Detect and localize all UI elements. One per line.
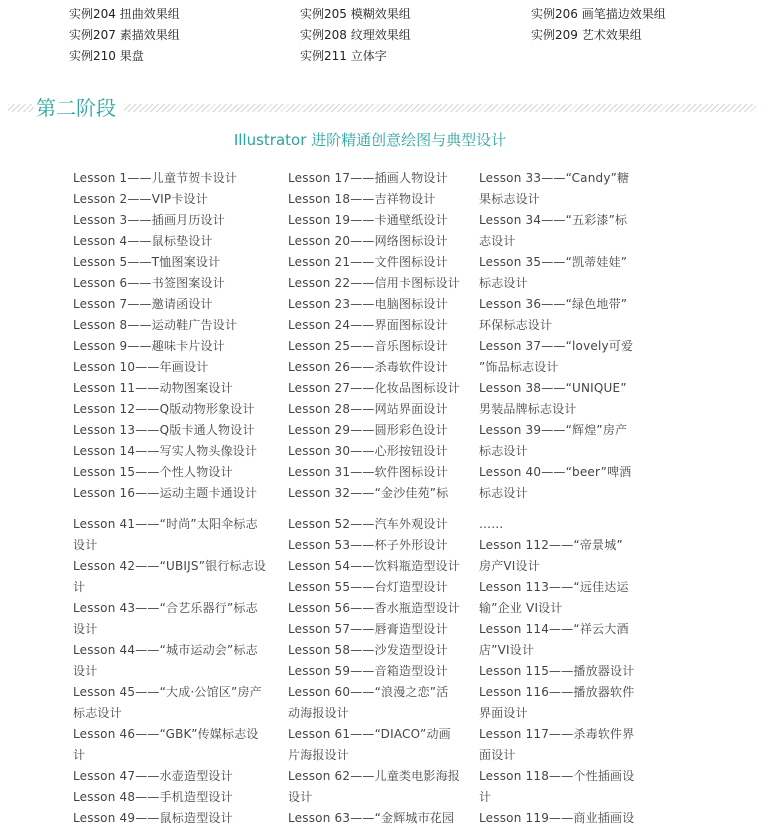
- lessons-block1-col3: [479, 168, 633, 504]
- lesson-line: Lesson 36——“绿色地带”: [479, 297, 628, 311]
- lesson-line: Lesson 40——“beer”啤酒: [479, 465, 632, 479]
- lesson-line: Lesson 114——“祥云大酒: [479, 622, 629, 636]
- lesson-line: Lesson 11——动物图案设计: [73, 381, 233, 395]
- lesson-line: Lesson 62——儿童类电影海报: [288, 769, 460, 783]
- lesson-line: Lesson 6——书签图案设计: [73, 276, 225, 290]
- stage-divider-left: [8, 104, 34, 112]
- lesson-line: 标志设计: [479, 486, 528, 500]
- lesson-line: Lesson 27——化妆品图标设计: [288, 381, 460, 395]
- example-item: 实例210 果盘: [69, 49, 144, 63]
- lesson-line: Lesson 47——水壶造型设计: [73, 769, 233, 783]
- lesson-line: 标志设计: [479, 276, 528, 290]
- example-item: 实例209 艺术效果组: [531, 28, 642, 42]
- lesson-line: Lesson 28——网站界面设计: [288, 402, 448, 416]
- lesson-line: Lesson 15——个性人物设计: [73, 465, 233, 479]
- lesson-line: Lesson 4——鼠标垫设计: [73, 234, 213, 248]
- lesson-line: 计: [73, 748, 86, 762]
- lesson-line: Lesson 112——“帝景城”: [479, 538, 623, 552]
- lesson-line: 片海报设计: [288, 748, 350, 762]
- lesson-line: 男装品牌标志设计: [479, 402, 577, 416]
- stage-divider-right: [124, 104, 756, 112]
- lessons-block2-col2: [288, 514, 460, 829]
- lesson-line: Lesson 42——“UBIJS”银行标志设: [73, 559, 267, 573]
- lesson-line: 房产VI设计: [479, 559, 540, 573]
- lesson-line: Lesson 14——写实人物头像设计: [73, 444, 258, 458]
- lesson-line: Lesson 26——杀毒软件设计: [288, 360, 448, 374]
- lesson-line: Lesson 49——鼠标造型设计: [73, 811, 233, 825]
- lesson-line: ”饰品标志设计: [479, 360, 559, 374]
- lesson-line: Lesson 117——杀毒软件界: [479, 727, 635, 741]
- lesson-line: 计: [73, 580, 86, 594]
- lesson-line: Lesson 46——“GBK”传媒标志设: [73, 727, 259, 741]
- lesson-line: 志设计: [479, 234, 516, 248]
- lesson-line: Lesson 19——卡通壁纸设计: [288, 213, 448, 227]
- lesson-line: 界面设计: [479, 706, 528, 720]
- lesson-line: 设计: [73, 622, 98, 636]
- lesson-line: Lesson 25——音乐图标设计: [288, 339, 448, 353]
- example-item: 实例204 扭曲效果组: [69, 7, 180, 21]
- lesson-line: Lesson 22——信用卡图标设计: [288, 276, 460, 290]
- lesson-line: Lesson 37——“lovely可爱: [479, 339, 634, 353]
- lessons-block2-col1: [73, 514, 266, 829]
- lesson-line: Lesson 31——软件图标设计: [288, 465, 448, 479]
- lesson-line: Lesson 12——Q版动物形象设计: [73, 402, 255, 416]
- lesson-line: Lesson 115——播放器设计: [479, 664, 635, 678]
- lesson-line: Lesson 52——汽车外观设计: [288, 517, 448, 531]
- lesson-line: Lesson 16——运动主题卡通设计: [73, 486, 258, 500]
- lesson-line: Lesson 9——趣味卡片设计: [73, 339, 225, 353]
- lesson-line: Lesson 32——“金沙佳苑”标: [288, 486, 449, 500]
- lessons-block1-col1: [73, 168, 257, 504]
- lesson-line: Lesson 23——电脑图标设计: [288, 297, 448, 311]
- lesson-line: Lesson 60——“浪漫之恋”活: [288, 685, 449, 699]
- lesson-line: Lesson 5——T恤图案设计: [73, 255, 221, 269]
- lesson-line: Lesson 45——“大成·公馆区”房产: [73, 685, 262, 699]
- lesson-line: Lesson 7——邀请函设计: [73, 297, 213, 311]
- lesson-line: 标志设计: [479, 444, 528, 458]
- lesson-line: 设计: [73, 664, 98, 678]
- lesson-line: Lesson 61——“DIACO”动画: [288, 727, 451, 741]
- lesson-line: Lesson 24——界面图标设计: [288, 318, 448, 332]
- lesson-line: Lesson 59——音箱造型设计: [288, 664, 448, 678]
- lesson-line: Lesson 113——“远佳达运: [479, 580, 629, 594]
- lesson-line: Lesson 18——吉祥物设计: [288, 192, 436, 206]
- lesson-line: Lesson 3——插画月历设计: [73, 213, 225, 227]
- lesson-line: Lesson 44——“城市运动会”标志: [73, 643, 258, 657]
- lesson-line: Lesson 63——“金辉城市花园: [288, 811, 455, 825]
- lesson-line: 环保标志设计: [479, 318, 553, 332]
- lesson-line: Lesson 13——Q版卡通人物设计: [73, 423, 255, 437]
- lessons-block2-col3: [479, 514, 634, 829]
- lesson-line: Lesson 56——香水瓶造型设计: [288, 601, 460, 615]
- lesson-line: Lesson 43——“合艺乐器行”标志: [73, 601, 258, 615]
- lesson-line: Lesson 54——饮料瓶造型设计: [288, 559, 460, 573]
- stage-subtitle: Illustrator 进阶精通创意绘图与典型设计: [233, 131, 507, 149]
- lesson-line: Lesson 118——个性插画设: [479, 769, 635, 783]
- lesson-line: Lesson 57——唇膏造型设计: [288, 622, 448, 636]
- lesson-line: Lesson 38——“UNIQUE”: [479, 381, 627, 395]
- lesson-line: 动海报设计: [288, 706, 350, 720]
- lesson-line: Lesson 17——插画人物设计: [288, 171, 448, 185]
- lesson-line: Lesson 20——网络图标设计: [288, 234, 448, 248]
- lesson-line: Lesson 116——播放器软件: [479, 685, 635, 699]
- lesson-line: Lesson 53——杯子外形设计: [288, 538, 448, 552]
- lesson-line: Lesson 8——运动鞋广告设计: [73, 318, 238, 332]
- lesson-line: 店”VI设计: [479, 643, 535, 657]
- lesson-line: 设计: [73, 538, 98, 552]
- lesson-line: Lesson 58——沙发造型设计: [288, 643, 448, 657]
- example-item: 实例206 画笔描边效果组: [531, 7, 666, 21]
- stage-title: 第二阶段: [36, 96, 116, 120]
- lesson-line: Lesson 48——手机造型设计: [73, 790, 233, 804]
- lesson-line: 输”企业 VI设计: [479, 601, 563, 615]
- lesson-line: Lesson 55——台灯造型设计: [288, 580, 448, 594]
- lessons-block1-col2: [288, 168, 460, 504]
- lesson-line: Lesson 33——“Candy”糖: [479, 171, 630, 185]
- example-item: 实例208 纹理效果组: [300, 28, 411, 42]
- lesson-line: Lesson 1——儿童节贺卡设计: [73, 171, 238, 185]
- lesson-line: 面设计: [479, 748, 516, 762]
- lesson-line: Lesson 10——年画设计: [73, 360, 209, 374]
- lesson-line: 设计: [288, 790, 313, 804]
- lesson-line: Lesson 21——文件图标设计: [288, 255, 448, 269]
- lesson-line: 计: [479, 790, 492, 804]
- lesson-line: ……: [479, 517, 504, 531]
- lesson-line: Lesson 30——心形按钮设计: [288, 444, 448, 458]
- example-item: 实例207 素描效果组: [69, 28, 180, 42]
- example-item: 实例211 立体字: [300, 49, 387, 63]
- lesson-line: 果标志设计: [479, 192, 541, 206]
- lesson-line: Lesson 35——“凯蒂娃娃”: [479, 255, 628, 269]
- lesson-line: Lesson 29——圆形彩色设计: [288, 423, 448, 437]
- lesson-line: Lesson 39——“辉煌”房产: [479, 423, 628, 437]
- example-item: 实例205 模糊效果组: [300, 7, 411, 21]
- lesson-line: Lesson 34——“五彩漆”标: [479, 213, 628, 227]
- lesson-line: Lesson 41——“时尚”太阳伞标志: [73, 517, 258, 531]
- lesson-line: Lesson 2——VIP卡设计: [73, 192, 208, 206]
- lesson-line: Lesson 119——商业插画设: [479, 811, 635, 825]
- lesson-line: 标志设计: [73, 706, 122, 720]
